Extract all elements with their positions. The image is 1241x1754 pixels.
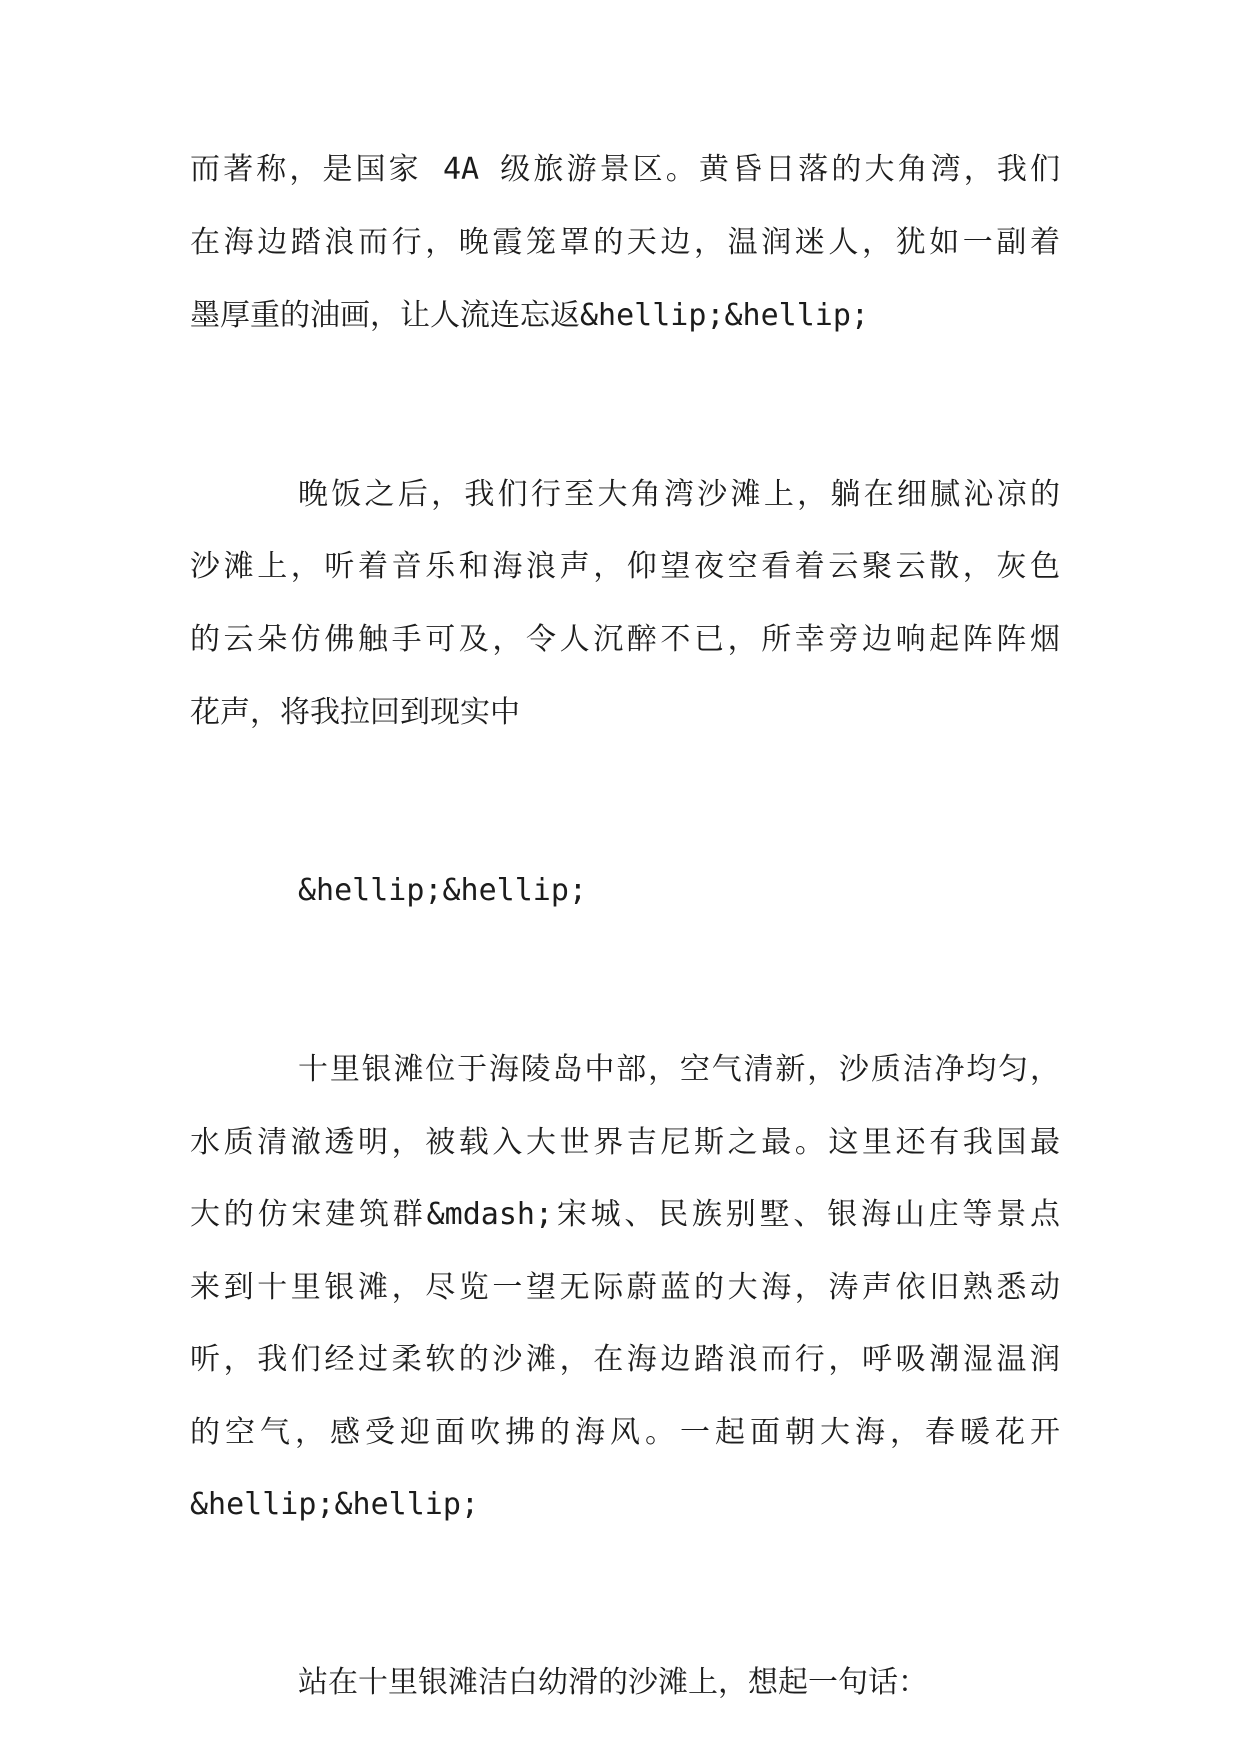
paragraph-1-line-2: 在海边踏浪而行，晚霞笼罩的天边，温润迷人，犹如一副着 [190,225,1060,260]
paragraph-2-line-2: 沙滩上，听着音乐和海浪声，仰望夜空看着云聚云散，灰色 [190,549,1060,584]
paragraph-2-line-3: 的云朵仿佛触手可及，令人沉醉不已，所幸旁边响起阵阵烟 [190,622,1060,657]
paragraph-4-line-4: 来到十里银滩，尽览一望无际蔚蓝的大海，涛声依旧熟悉动 [190,1270,1060,1305]
paragraph-4-line-6: 的空气，感受迎面吹拂的海风。一起面朝大海，春暖花开 [190,1415,1060,1450]
paragraph-4-line-3: 大的仿宋建筑群&mdash;宋城、民族别墅、银海山庄等景点 [190,1197,1060,1232]
paragraph-5-line-1: 站在十里银滩洁白幼滑的沙滩上，想起一句话： [298,1665,928,1700]
paragraph-1-line-3: 墨厚重的油画，让人流连忘返&hellip;&hellip; [190,298,869,333]
paragraph-4-line-2: 水质清澈透明，被载入大世界吉尼斯之最。这里还有我国最 [190,1125,1060,1160]
paragraph-4-line-7: &hellip;&hellip; [190,1487,479,1522]
paragraph-4-line-1: 十里银滩位于海陵岛中部，空气清新，沙质洁净均匀， [298,1052,1060,1087]
paragraph-2-line-4: 花声，将我拉回到现实中 [190,695,520,730]
paragraph-2-line-1: 晚饭之后，我们行至大角湾沙滩上，躺在细腻沁凉的 [298,477,1060,512]
paragraph-4-line-5: 听，我们经过柔软的沙滩，在海边踏浪而行，呼吸潮湿温润 [190,1342,1060,1377]
paragraph-1-line-1: 而著称，是国家 4A 级旅游景区。黄昏日落的大角湾，我们 [190,152,1060,187]
paragraph-3-line-1: &hellip;&hellip; [298,873,587,908]
